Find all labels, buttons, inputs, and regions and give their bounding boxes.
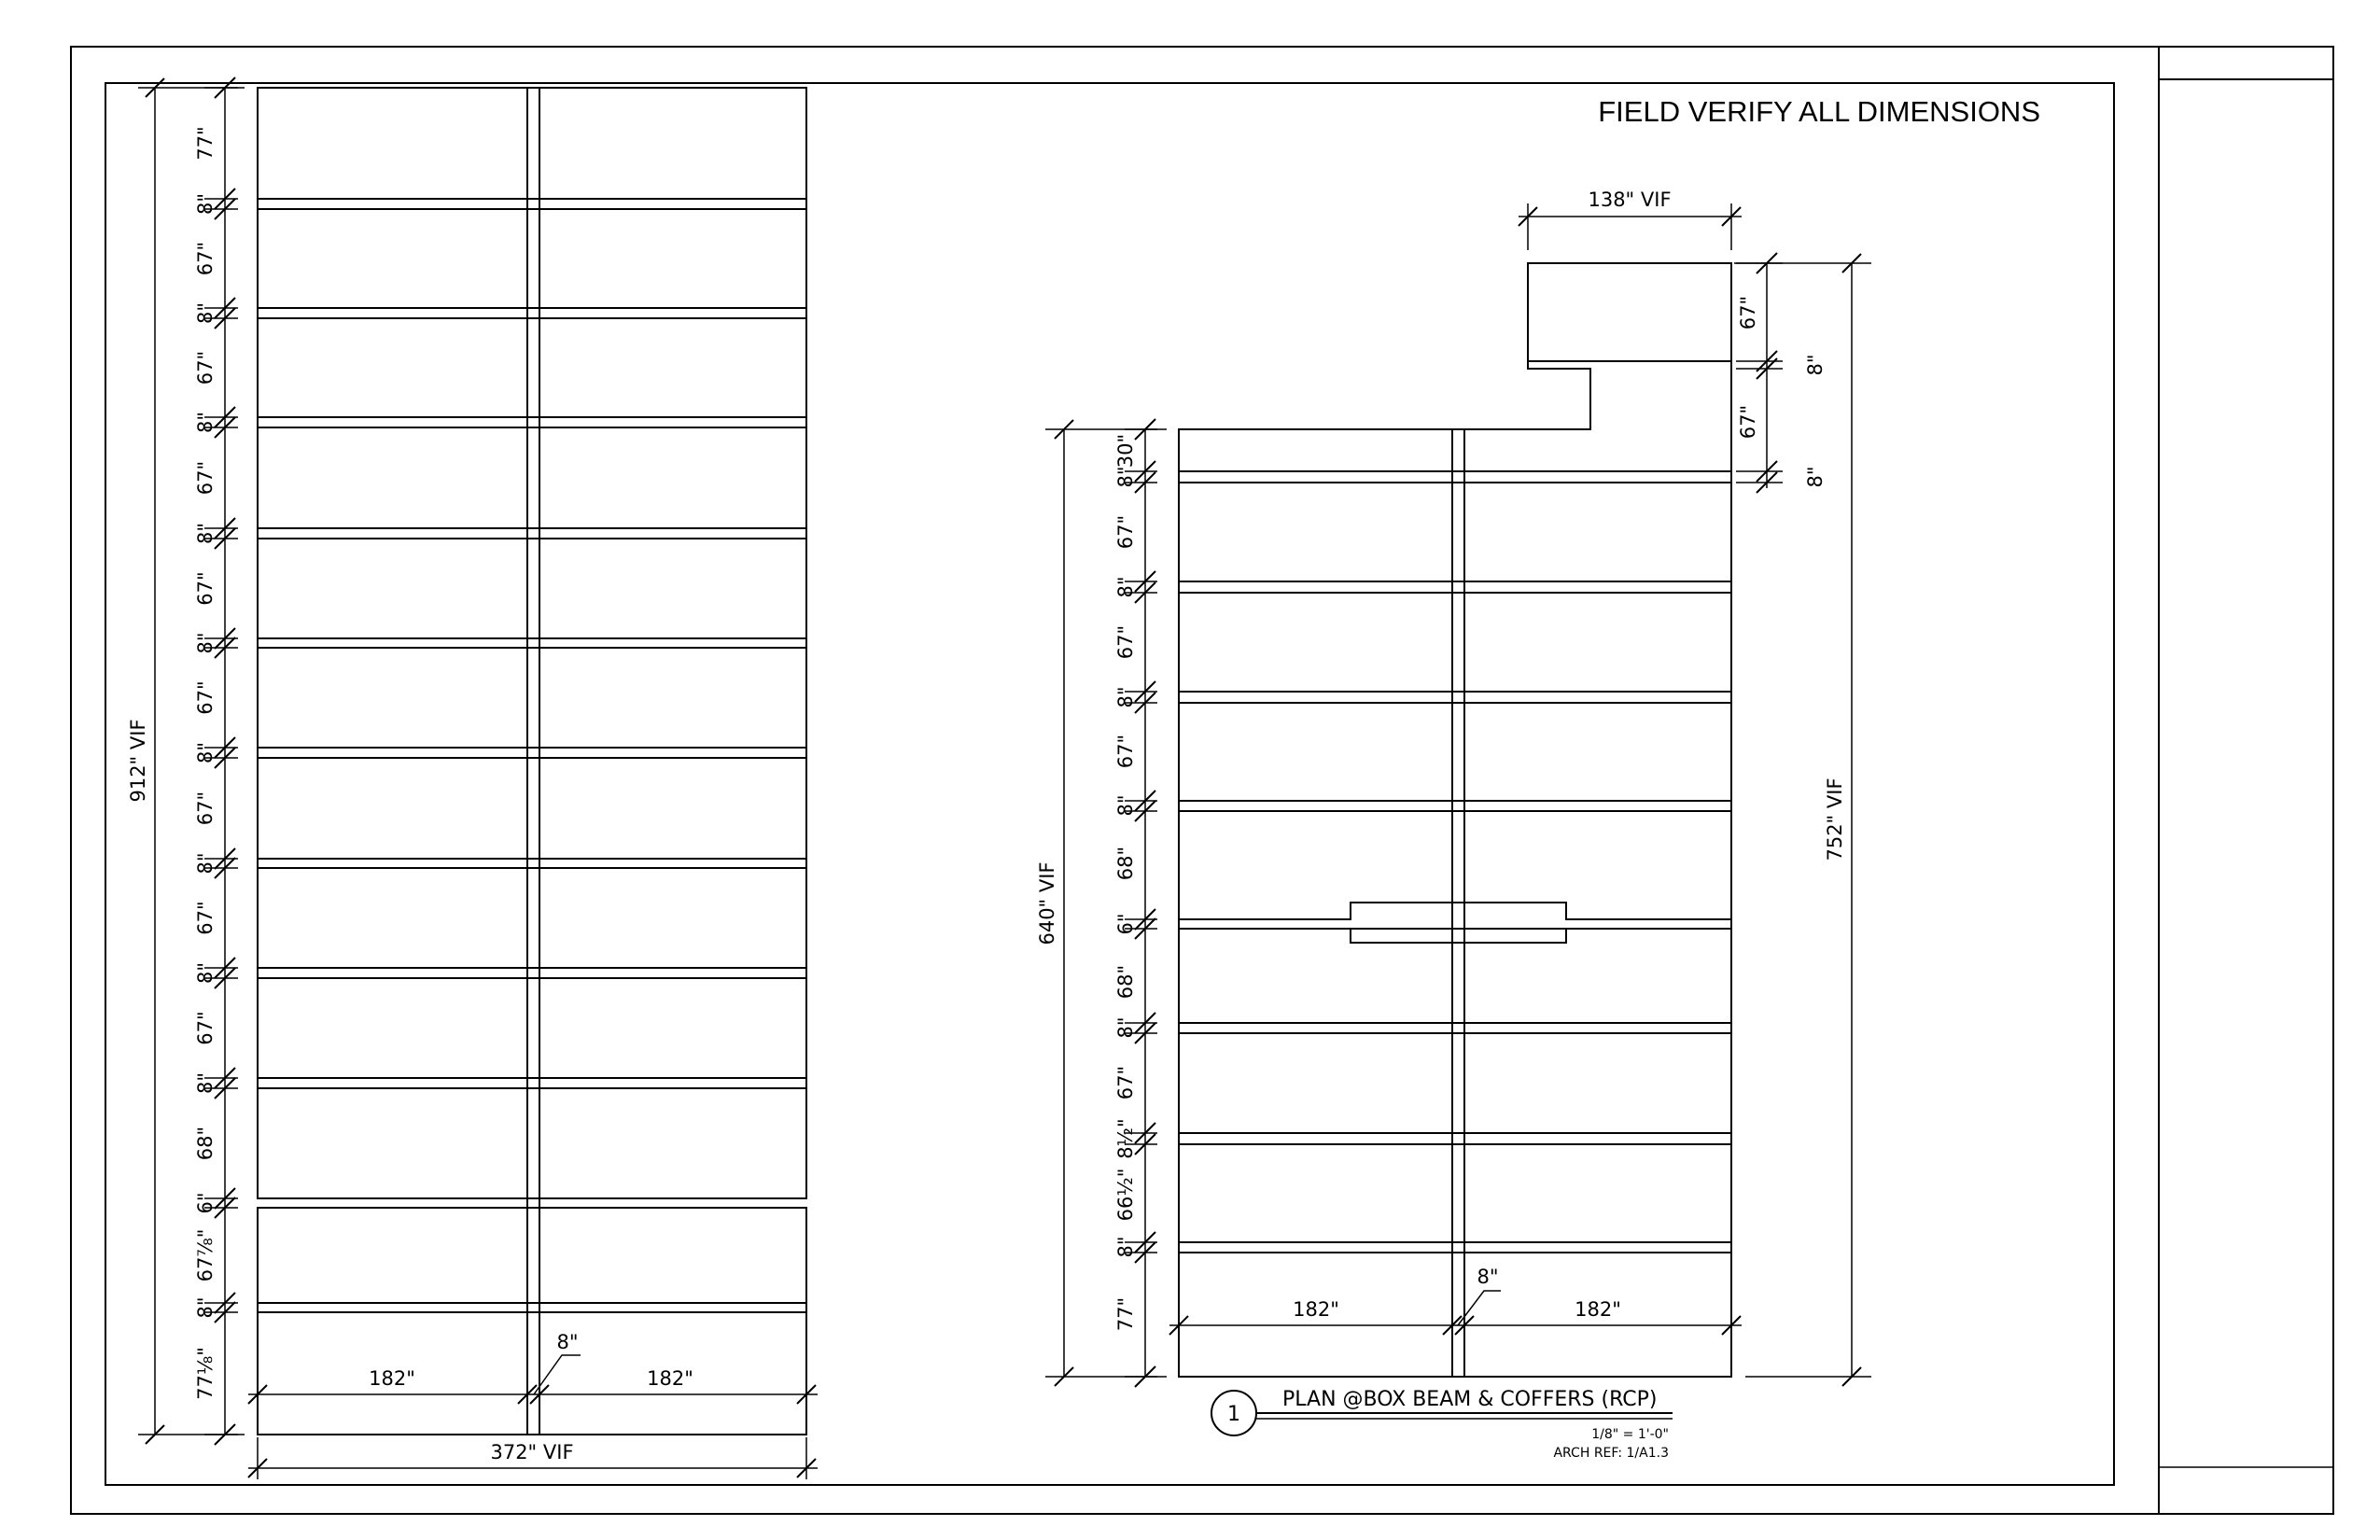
right-vdim-label: 67" [1114,514,1137,550]
right-overall-height-left-label: 640" VIF [1036,861,1058,945]
left-vdim-label: 8" [194,411,217,434]
left-center-beam-leader [534,1355,581,1394]
right-box-beam [1179,903,1731,943]
left-lower-outline [258,1208,806,1435]
left-plan [127,77,818,1479]
left-vdim-label: 67" [194,460,217,496]
drawing-number: 1 [1227,1403,1240,1426]
right-lower-outline [1179,929,1731,1377]
right-sdim-label: 8" [1804,354,1827,376]
drawing-arch-ref: ARCH REF: 1/A1.3 [1553,1446,1669,1461]
right-vdim-label: 8" [1114,794,1137,817]
right-vdim-label: 8½" [1114,1118,1137,1159]
right-sdim-label: 67" [1737,295,1759,330]
right-top-width-label: 138" VIF [1588,189,1672,211]
left-vdim-label: 8" [194,961,217,985]
right-overall-height-right-label: 752" VIF [1824,777,1846,861]
left-vdim-label: 67" [194,1011,217,1045]
drawing-scale: 1/8" = 1'-0" [1591,1427,1669,1442]
left-bay-width-right: 182" [647,1367,693,1390]
right-sdim-label: 67" [1737,404,1759,440]
left-vdim-label: 8" [194,192,217,216]
outer-border [71,47,2333,1514]
right-vdim-label: 8" [1114,1236,1137,1258]
right-vdim-label: 30" [1114,433,1137,469]
right-sdim-label: 8" [1804,466,1827,488]
right-vdim-label: 67" [1114,1065,1137,1100]
right-side-dims [1736,253,1827,493]
right-vdim-label: 67" [1114,734,1137,769]
left-vdim-label: 67" [194,791,217,826]
left-vdim-label: 6" [194,1192,217,1214]
left-vdim-label: 67" [194,350,217,385]
right-center-beam-label: 8" [1477,1266,1499,1288]
right-vdim-label: 68" [1114,846,1137,881]
right-vdim-label: 66½" [1114,1168,1137,1222]
left-vdim-label: 8" [194,1071,217,1095]
left-vdim-label: 8" [194,522,217,545]
right-cross-beams [1179,471,1731,1253]
right-vdim-label: 8" [1114,466,1137,488]
right-vdim-label: 67" [1114,624,1137,660]
right-bay-width-left: 182" [1293,1298,1339,1321]
right-vdim-label: 77" [1114,1296,1137,1332]
left-upper-outline [258,88,806,1198]
field-verify-note: FIELD VERIFY ALL DIMENSIONS [1598,95,2040,128]
left-vdim-label: 8" [194,632,217,654]
left-overall-height-label: 912" VIF [127,719,149,803]
left-vdim-label: 67" [194,241,217,276]
right-plan [1036,189,1871,1387]
left-bay-width-left: 182" [369,1367,415,1390]
drawing-title [1211,1388,1673,1461]
right-vdim-label: 8" [1114,686,1137,708]
left-vdim-label: 8" [194,741,217,764]
right-vdim-label: 8" [1114,1016,1137,1039]
right-vdim-label: 8" [1114,576,1137,598]
left-vdim-label: 67" [194,901,217,935]
left-vertical-dims [194,77,238,1445]
left-vdim-label: 67⅞" [194,1228,217,1282]
right-vertical-dims [1114,419,1157,1387]
left-vdim-label: 8" [194,1296,217,1319]
right-bay-width-right: 182" [1575,1298,1621,1321]
left-vdim-label: 67" [194,680,217,715]
left-vdim-label: 77" [194,126,217,161]
left-vdim-label: 68" [194,1126,217,1161]
drawing-title-text: PLAN @BOX BEAM & COFFERS (RCP) [1282,1388,1658,1411]
left-overall-width-label: 372" VIF [490,1441,574,1463]
left-center-beam-label: 8" [556,1331,579,1353]
right-vdim-label: 68" [1114,964,1137,1000]
left-cross-beams [258,199,806,1312]
right-vdim-label: 6" [1114,913,1137,935]
left-vdim-label: 8" [194,852,217,875]
inner-border [105,83,2114,1485]
left-vdim-label: 67" [194,571,217,606]
left-vdim-label: 77⅛" [194,1347,217,1400]
left-vdim-label: 8" [194,301,217,325]
